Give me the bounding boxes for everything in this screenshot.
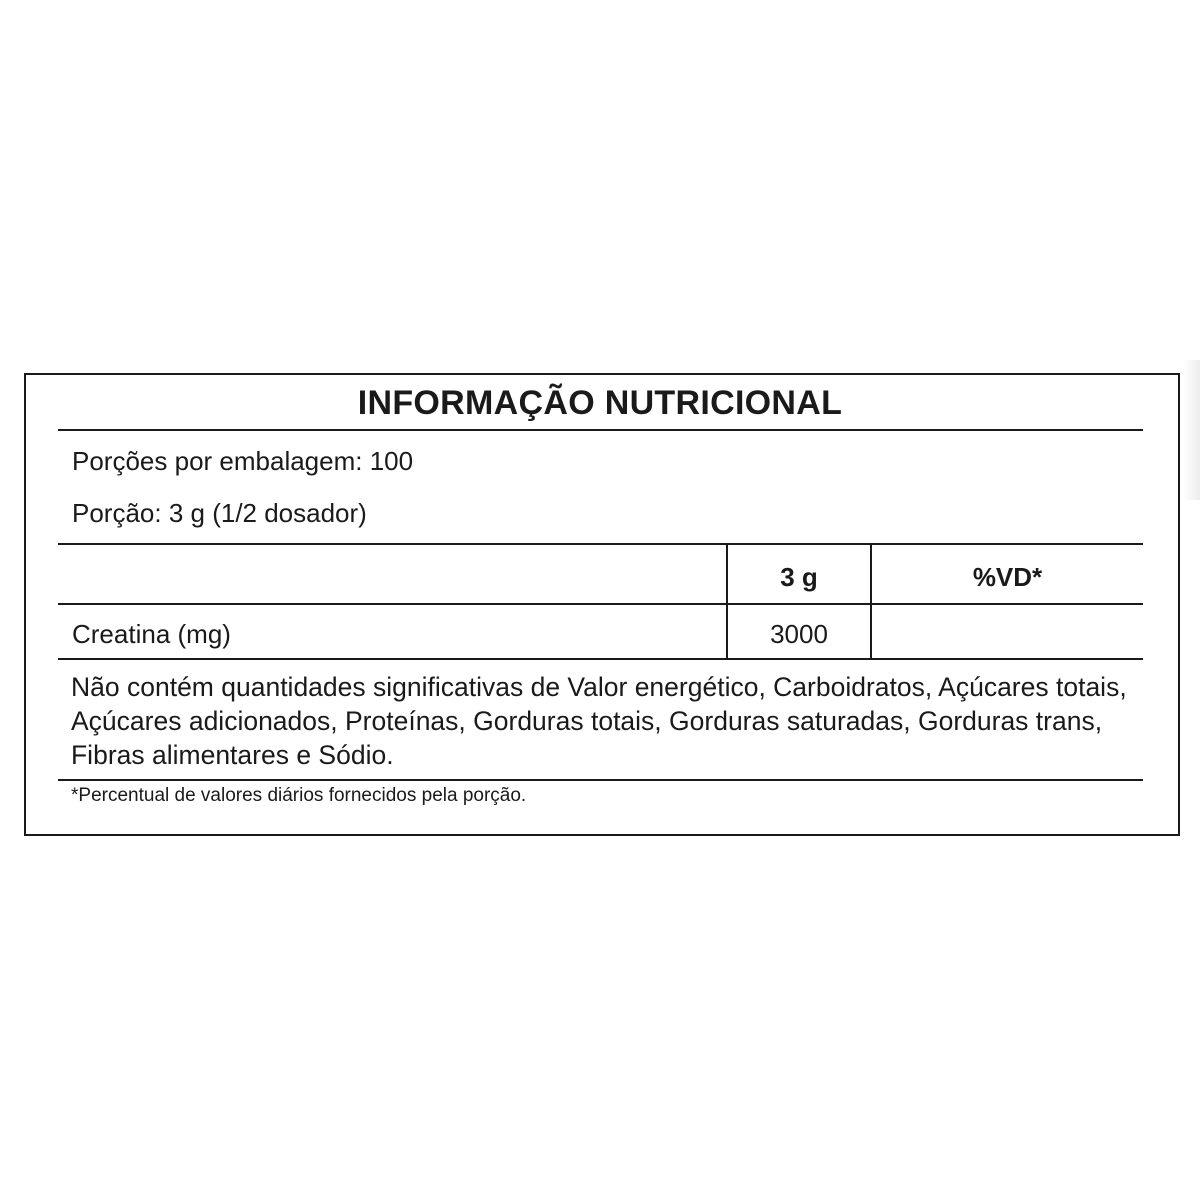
table-row-nutrient: Creatina (mg) [72, 619, 231, 649]
label-title: INFORMAÇÃO NUTRICIONAL [357, 384, 843, 422]
divider-under-row [58, 658, 1143, 660]
insignificant-quantities-note: Não contém quantidades significativas de Valor energético, Carboidratos, Açúcares totais, Açúcares adicionados, Proteínas, Gorduras totais, Gorduras saturadas, Gorduras trans, Fibras alimentares e Sódio. [71, 672, 1127, 770]
column-header-dv: %VD* [972, 562, 1043, 592]
table-row-amount: 3000 [770, 619, 828, 649]
divider-table-top [58, 543, 1143, 545]
servings-per-package: Porções por embalagem: 100 [72, 446, 414, 476]
daily-value-footnote: *Percentual de valores diários fornecidos pela porção. [71, 785, 527, 806]
column-header-amount: 3 g [780, 562, 818, 592]
divider-under-title [58, 429, 1143, 431]
divider-above-footnote [58, 779, 1143, 781]
divider-under-header [58, 603, 1143, 605]
serving-size: Porção: 3 g (1/2 dosador) [72, 498, 367, 528]
